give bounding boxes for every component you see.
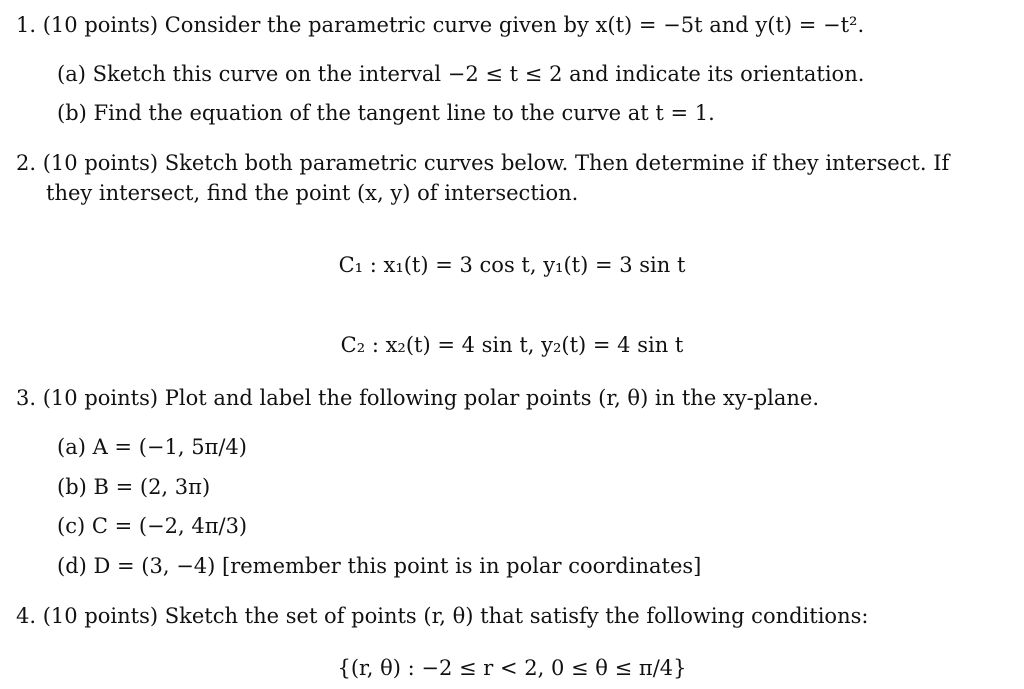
problem-1-part-b: (b) Find the equation of the tangent line to the curve at t = 1. <box>57 101 715 125</box>
problem-2-text-line-2: they intersect, find the point (x, y) of intersection. <box>46 181 579 205</box>
problem-3-number: 3. <box>16 386 37 410</box>
problem-4-number: 4. <box>16 604 37 628</box>
problem-1-number: 1. <box>16 13 37 37</box>
problem-2-statement <box>16 150 949 176</box>
problem-1-part-a: (a) Sketch this curve on the interval −2 ≤ t ≤ 2 and indicate its orientation. <box>57 62 865 86</box>
problem-3-part-b: (b) B = (2, 3π) <box>57 475 211 499</box>
problem-2-text-line-1: (10 points) Sketch both parametric curves below. Then determine if they intersect. If <box>42 151 950 175</box>
problem-2-number: 2. <box>16 151 37 175</box>
problem-2-equation-c1: C₁ : x₁(t) = 3 cos t, y₁(t) = 3 sin t <box>338 253 686 277</box>
problem-4-statement <box>16 603 868 629</box>
problem-3-part-c: (c) C = (−2, 4π/3) <box>57 514 248 538</box>
problem-4-text: (10 points) Sketch the set of points (r, θ) that satisfy the following conditions: <box>42 604 869 628</box>
problem-2-equation-c2: C₂ : x₂(t) = 4 sin t, y₂(t) = 4 sin t <box>340 333 684 357</box>
problem-3-part-a: (a) A = (−1, 5π/4) <box>57 435 247 459</box>
problem-1-statement <box>16 12 864 38</box>
problem-3-text: (10 points) Plot and label the following polar points (r, θ) in the xy-plane. <box>42 386 820 410</box>
problem-1-text: (10 points) Consider the parametric curve given by x(t) = −5t and y(t) = −t². <box>42 13 865 37</box>
problem-4-set-condition: {(r, θ) : −2 ≤ r < 2, 0 ≤ θ ≤ π/4} <box>337 656 687 680</box>
problem-3-part-d: (d) D = (3, −4) [remember this point is in polar coordinates] <box>57 554 702 578</box>
problem-3-statement <box>16 385 819 411</box>
